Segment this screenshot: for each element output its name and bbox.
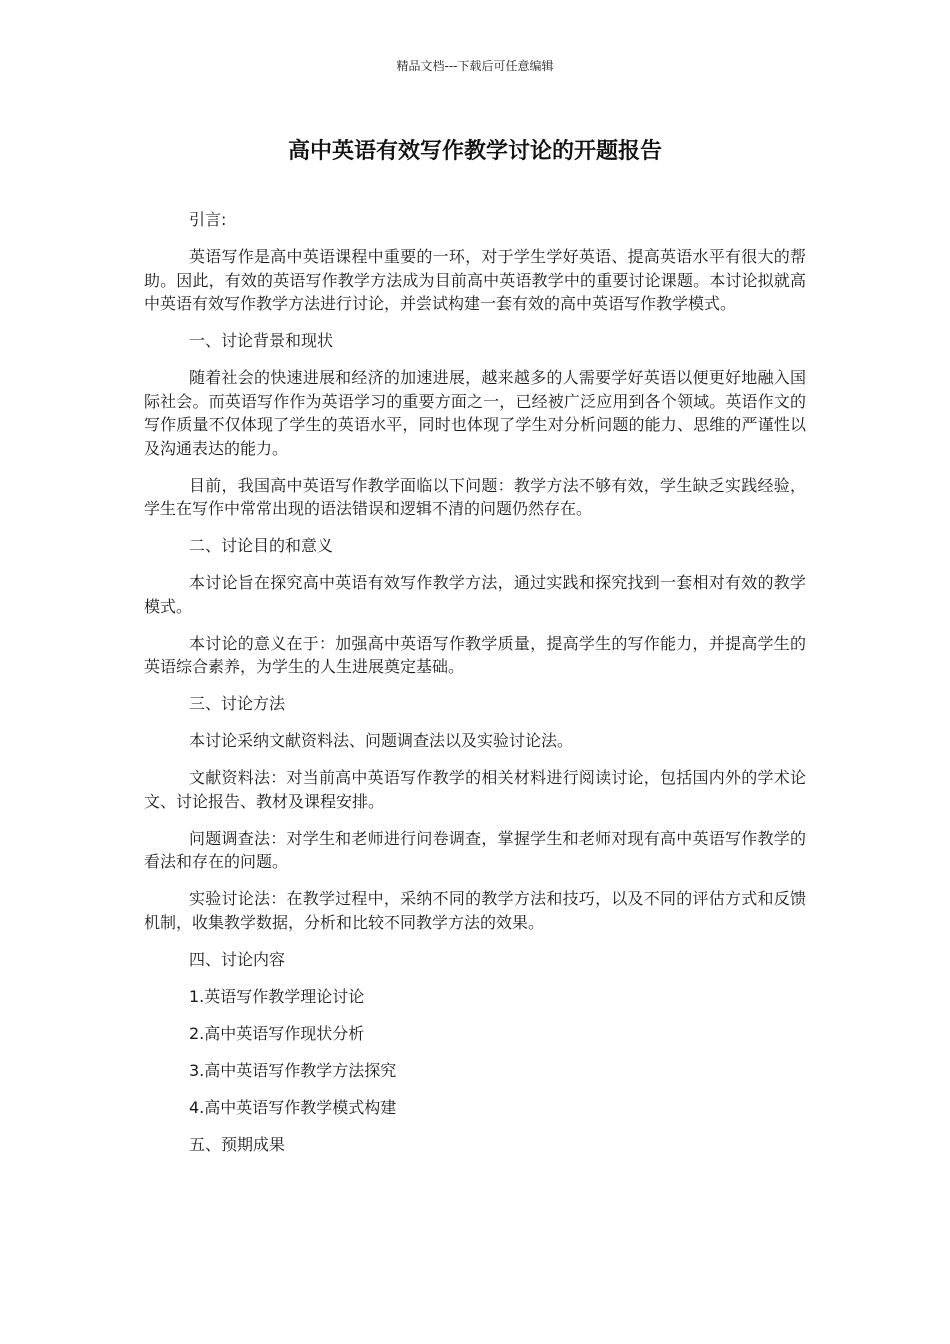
section-heading-outcomes: 五、预期成果 [189,1134,286,1154]
section-heading-background: 一、讨论背景和现状 [189,331,334,350]
paragraph-intro: 英语写作是高中英语课程中重要的一环，对于学生学好英语、提高英语水平有很大的帮助。因此，有效的英语写作教学方法成为目前高中英语教学中的重要讨论课题。本讨论拟就高中英语有效写作教学方法进行讨论，并尝试构建一套有效的高中英语写作教学模式。 [144,247,806,313]
document-body [144,208,806,1170]
list-item-content-1: 1.英语写作教学理论讨论 [189,986,365,1006]
paragraph-intro-label: 引言: [189,210,227,229]
list-item-content-2: 2.高中英语写作现状分析 [189,1023,365,1043]
paragraph-method-literature: 文献资料法：对当前高中英语写作教学的相关材料进行阅读讨论，包括国内外的学术论文、讨论报告、教材及课程安排。 [144,768,806,811]
section-heading-purpose: 二、讨论目的和意义 [189,536,334,555]
list-item-content-3: 3.高中英语写作教学方法探究 [189,1060,397,1080]
section-heading-content: 四、讨论内容 [189,949,286,969]
paragraph-method-survey: 问题调查法：对学生和老师进行问卷调查，掌握学生和老师对现有高中英语写作教学的看法和存在的问题。 [144,828,806,871]
paragraph-background-2: 目前，我国高中英语写作教学面临以下问题：教学方法不够有效，学生缺乏实践经验，学生在写作中常常出现的语法错误和逻辑不清的问题仍然存在。 [144,475,806,518]
section-heading-methods: 三、讨论方法 [189,694,286,713]
paragraph-purpose-1: 本讨论旨在探究高中英语有效写作教学方法，通过实践和探究找到一套相对有效的教学模式。 [144,573,806,616]
document-title: 高中英语有效写作教学讨论的开题报告 [287,139,662,164]
paragraph-method-experiment: 实验讨论法：在教学过程中，采纳不同的教学方法和技巧，以及不同的评估方式和反馈机制，收集教学数据，分析和比较不同教学方法的效果。 [144,889,806,932]
paragraph-purpose-2: 本讨论的意义在于：加强高中英语写作教学质量，提高学生的写作能力，并提高学生的英语综合素养，为学生的人生进展奠定基础。 [144,633,806,676]
header-note: 精品文档---下载后可任意编辑 [396,59,554,73]
paragraph-methods-overview: 本讨论采纳文献资料法、问题调查法以及实验讨论法。 [189,731,574,750]
list-item-content-4: 4.高中英语写作教学模式构建 [189,1097,397,1117]
paragraph-background-1: 随着社会的快速进展和经济的加速进展，越来越多的人需要学好英语以便更好地融入国际社会。而英语写作作为英语学习的重要方面之一，已经被广泛应用到各个领域。英语作文的写作质量不仅体现了学生的英语水平，同时也体现了学生对分析问题的能力、思维的严谨性以及沟通表达的能力。 [144,368,806,458]
